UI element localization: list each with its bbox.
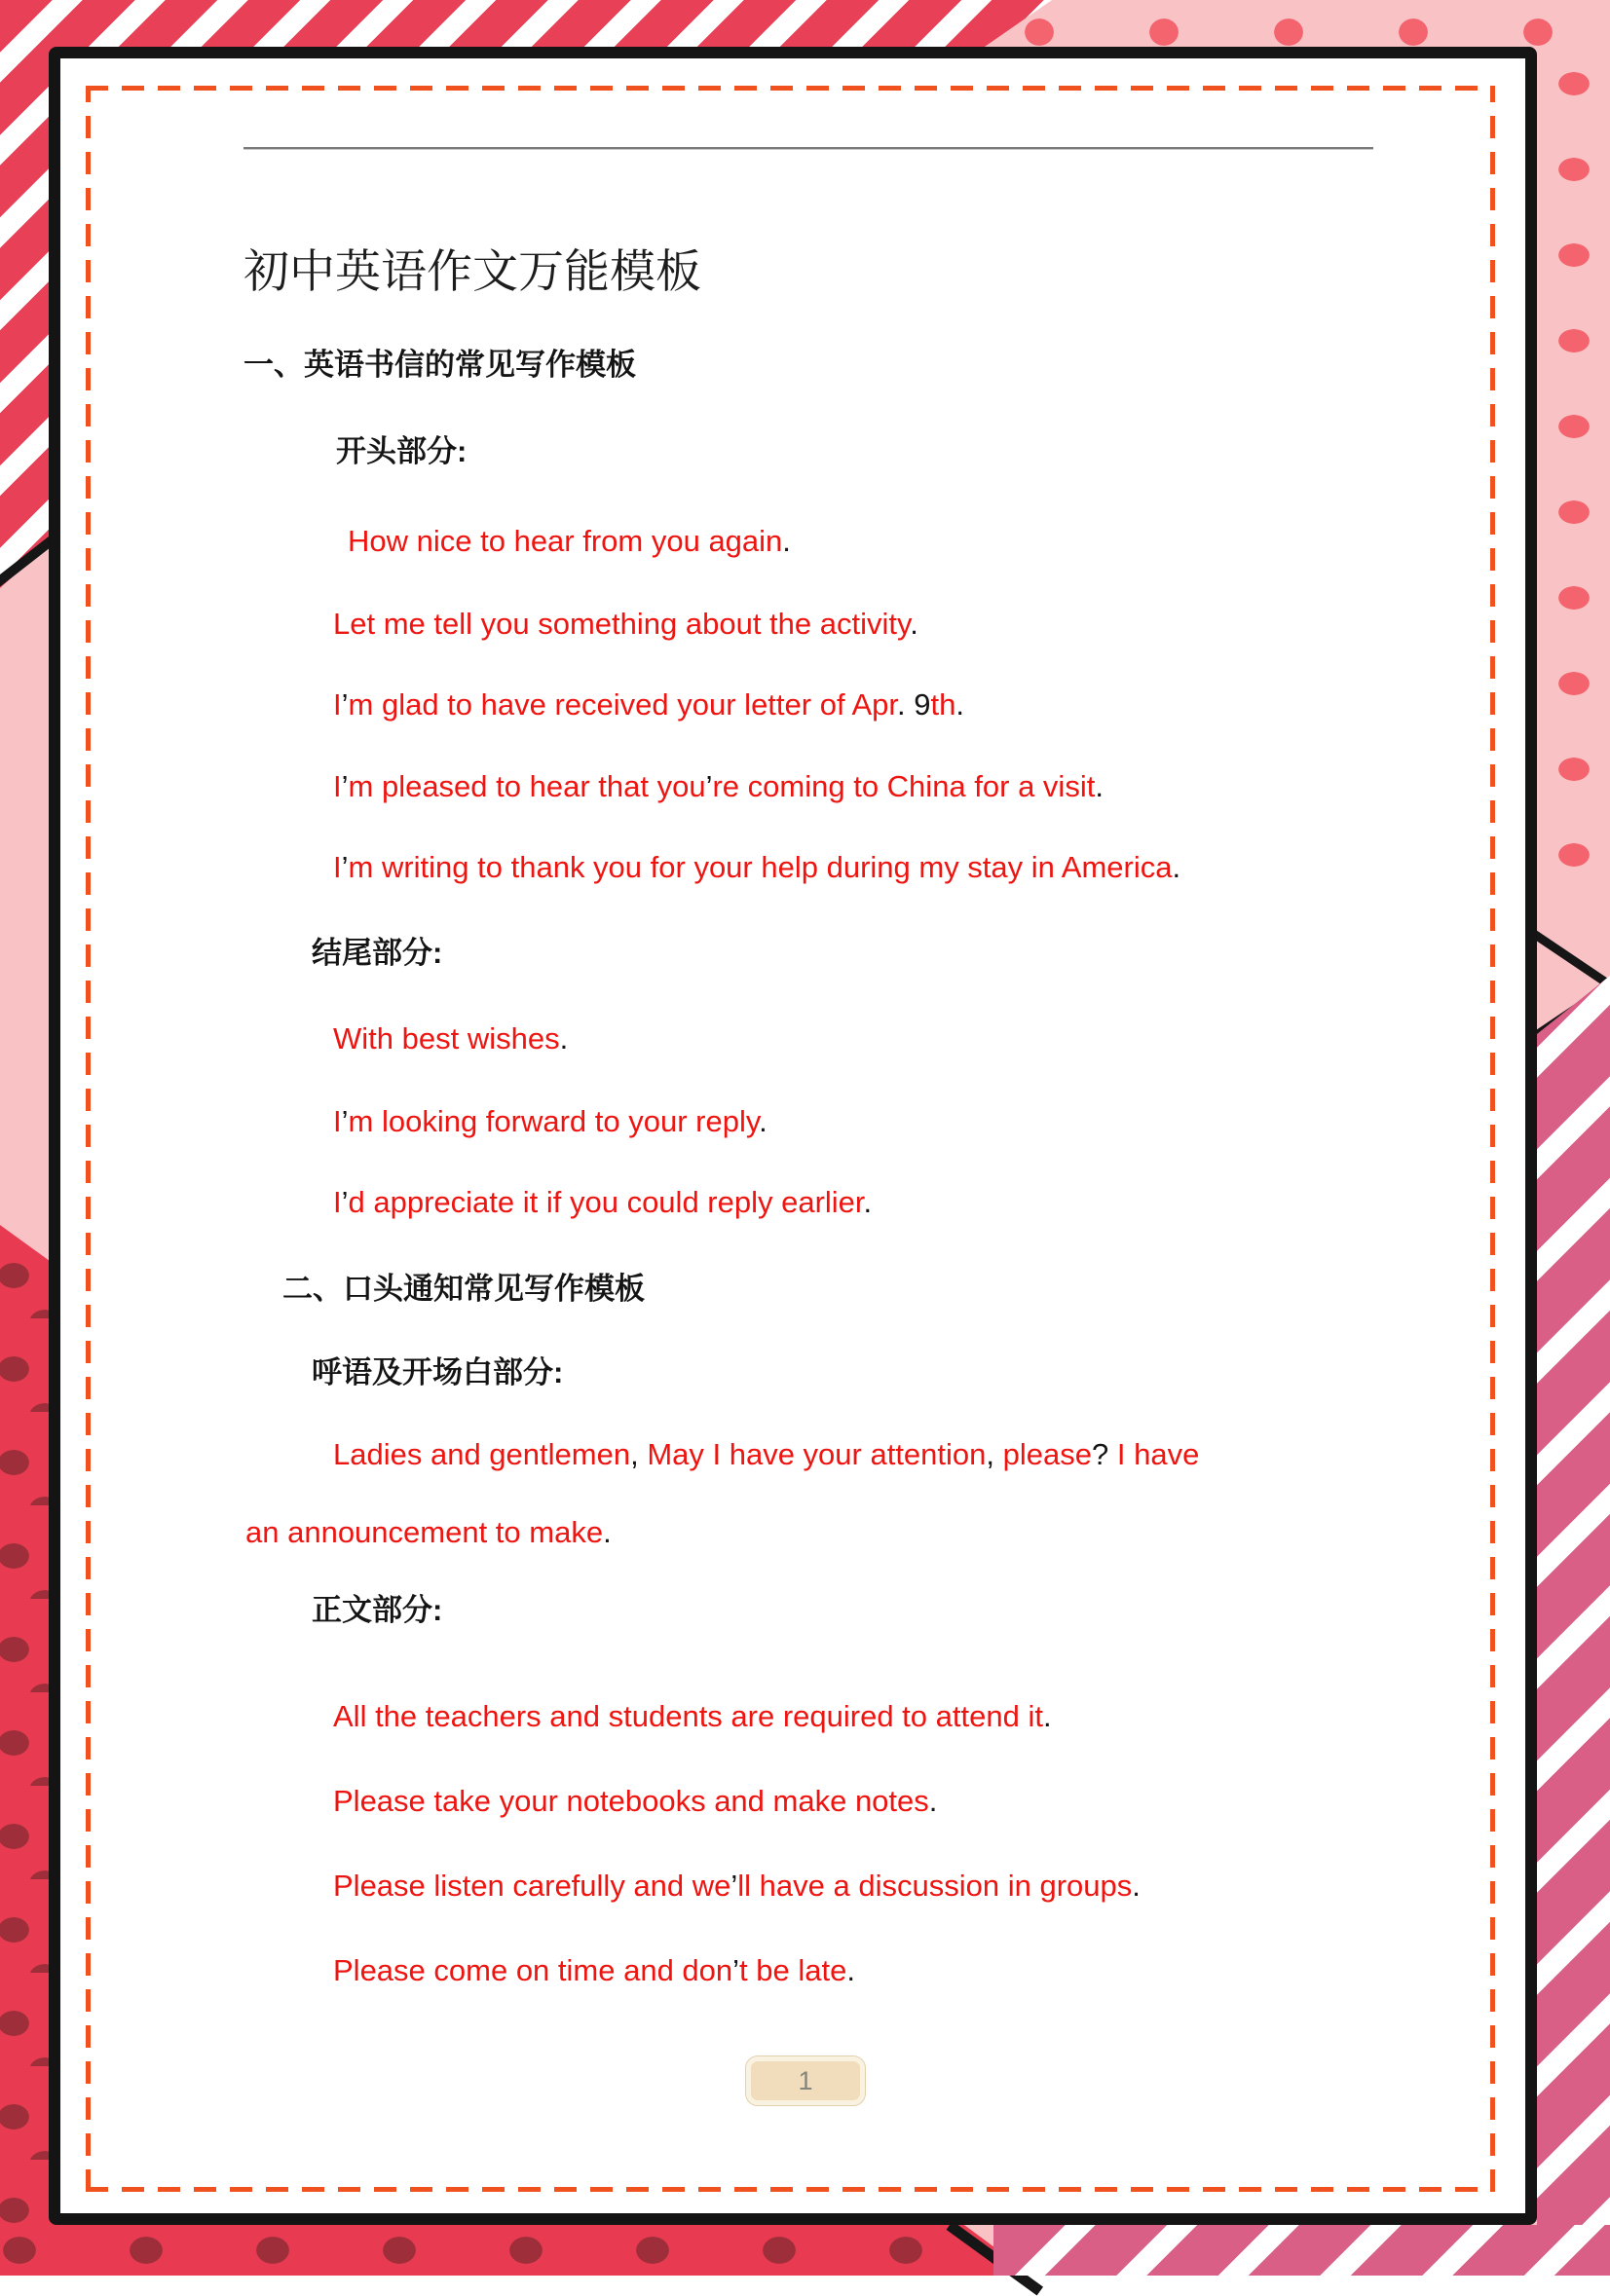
- page-number: 1: [798, 2065, 813, 2095]
- dashed-border-top: [86, 86, 1494, 91]
- sentence-please-come: Please come on time and don’t be late.: [333, 1953, 855, 1987]
- dashed-border-left: [86, 86, 91, 2192]
- label-ending-part: 结尾部分:: [312, 936, 443, 970]
- decor-red-band-bottom: [0, 2225, 1037, 2276]
- section-heading-oral-notice: 二、口头通知常见写作模板: [282, 1272, 645, 1306]
- sentence-please-listen: Please listen carefully and we’ll have a discussion in groups.: [333, 1869, 1141, 1903]
- sentence-how-nice: How nice to hear from you again.: [348, 524, 791, 558]
- sentence-an-announcement: an announcement to make.: [245, 1515, 612, 1549]
- sentence-please-take: Please take your notebooks and make notes.: [333, 1784, 938, 1818]
- dashed-border-right: [1490, 86, 1495, 2192]
- label-opening-part: 开头部分:: [336, 434, 468, 468]
- label-salutation-opening: 呼语及开场白部分:: [312, 1355, 564, 1389]
- document-title: 初中英语作文万能模板: [243, 245, 701, 297]
- decor-dots-top-band: [979, 0, 1610, 53]
- header-rule: [243, 147, 1373, 150]
- sentence-all-teachers: All the teachers and students are required to attend it.: [333, 1699, 1052, 1733]
- sentence-with-best-wishes: With best wishes.: [333, 1021, 569, 1055]
- sentence-im-pleased: I’m pleased to hear that you’re coming to China for a visit.: [333, 769, 1104, 803]
- sentence-id-appreciate: I’d appreciate it if you could reply earlier.: [333, 1185, 873, 1219]
- sentence-im-writing: I’m writing to thank you for your help during my stay in America.: [333, 850, 1181, 884]
- sentence-im-glad: I’m glad to have received your letter of Apr. 9th.: [333, 687, 964, 722]
- sentence-im-looking-forward: I’m looking forward to your reply.: [333, 1104, 768, 1138]
- sentence-ladies-and-gentlemen: Ladies and gentlemen, May I have your attention, please? I have: [333, 1437, 1200, 1471]
- decor-wedge-line-top: [1528, 928, 1610, 988]
- decor-dots-right-band: [1537, 45, 1610, 921]
- dashed-border-bottom: [86, 2187, 1494, 2192]
- sentence-let-me-tell: Let me tell you something about the activity.: [333, 607, 918, 641]
- decor-stripes-bottom-right: [993, 2225, 1610, 2276]
- label-body-part: 正文部分:: [312, 1593, 443, 1627]
- page-number-box: [746, 2056, 865, 2105]
- section-heading-letter-templates: 一、英语书信的常见写作模板: [243, 348, 636, 382]
- decor-stripes-right: [1537, 976, 1610, 2276]
